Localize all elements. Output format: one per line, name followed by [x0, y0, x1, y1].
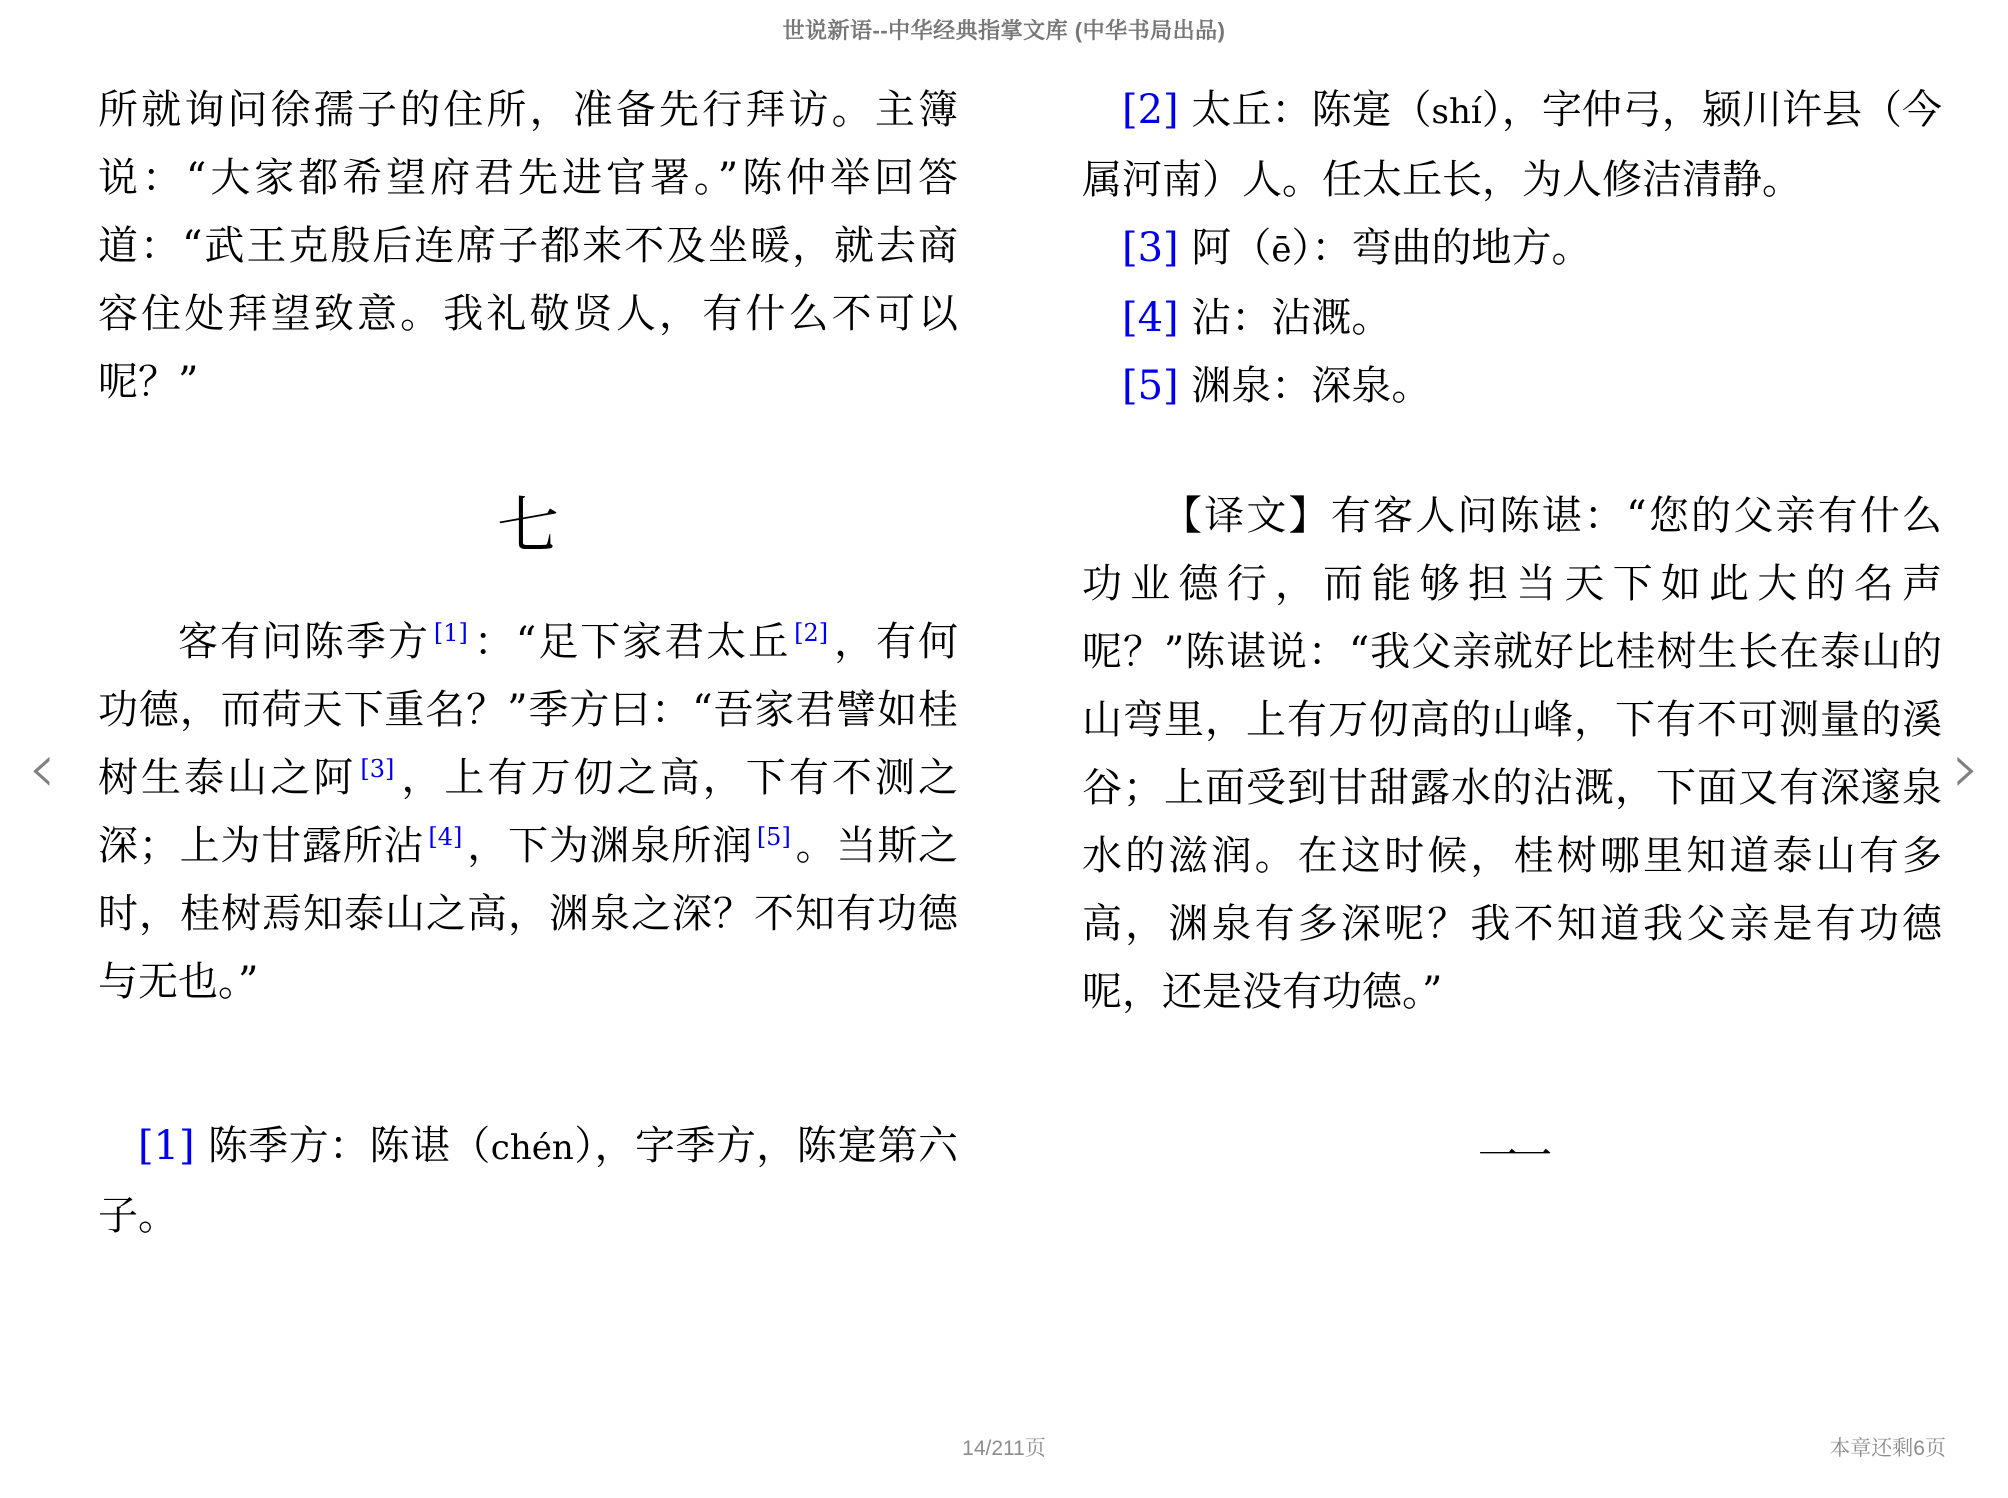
footnote-2-head: 太丘：: [1191, 87, 1312, 133]
footnote-3-pinyin: ē: [1271, 230, 1292, 270]
spacer: [1082, 1026, 1942, 1122]
spacer: [98, 1016, 958, 1112]
footnote-tag-1[interactable]: [1]: [138, 1123, 195, 1169]
translation-label: 【译文】: [1162, 493, 1331, 539]
footnote-ref-4[interactable]: [4]: [428, 822, 463, 851]
footnote-ref-5[interactable]: [5]: [756, 822, 791, 851]
classic-text-segment-3: ，有何功德，而荷天下重名？”季方曰：“吾家君譬如桂树生泰山之阿: [98, 619, 959, 801]
footnote-entry-4: [1082, 284, 1942, 352]
footnote-3-body: ）：弯曲的地方。: [1291, 225, 1592, 271]
translation-text: 有客人问陈谌：“您的父亲有什么功业德行，而能够担当天下如此大的名声呢？”陈谌说：“我父亲就好比桂树生长在泰山的山弯里，上有万仞高的山峰，下有不可测量的溪谷；上面受到甘甜露水的沾溉，下面又有深邃泉水的滋润。在这时候，桂树哪里知道泰山有多高，渊泉有多深呢？我不知道我父亲是有功德呢，还是没有功德。”: [1082, 493, 1943, 1015]
page-content: [0, 76, 2008, 1396]
footnote-1-head: 陈季方：: [207, 1123, 370, 1169]
footnote-3-head: 阿（: [1191, 225, 1272, 271]
page-indicator: 14/211页: [962, 1437, 1046, 1460]
footnote-ref-2[interactable]: [2]: [794, 618, 829, 647]
footnote-ref-3[interactable]: [3]: [360, 754, 395, 783]
spacer: [98, 574, 958, 608]
footnote-2-body-b: ），字仲弓，颍川许县（今属河南）人。任太丘长，为人修洁清静。: [1082, 87, 1943, 203]
page-header: [0, 0, 2008, 58]
book-title: 世说新语--中华经典指掌文库 (中华书局出品): [782, 17, 1226, 43]
continued-paragraph: 所就询问徐孺子的住所，准备先行拜访。主簿说：“大家都希望府君先进官署。”陈仲举回答道：“武王克殷后连席子都来不及坐暖，就去商容住处拜望致意。我礼敬贤人，有什么不可以呢？”: [98, 87, 958, 405]
classic-text-segment-4: ，上有万仞之高，下有不测之深；上为甘露所沾: [98, 755, 959, 869]
classic-text-segment-1: 客有问陈季方: [178, 619, 430, 665]
next-page-arrow-icon[interactable]: ›: [1952, 727, 1980, 809]
footnote-2-body-a: 陈寔（: [1311, 87, 1432, 133]
footnote-entry-1: [98, 1112, 958, 1250]
footnote-1-body-b: ），字季方，陈寔第六子。: [98, 1123, 959, 1239]
footnote-tag-5[interactable]: [5]: [1122, 363, 1179, 409]
footnote-entry-3: [1082, 214, 1942, 284]
footnote-1-body-a: 陈谌（: [369, 1123, 491, 1169]
footnote-ref-1[interactable]: [1]: [433, 618, 468, 647]
section-number-heading: 七: [496, 489, 559, 562]
footnote-2-pinyin: shí: [1431, 92, 1482, 132]
classic-text-segment-2: ：“足下家君太丘: [471, 619, 791, 665]
footnote-entry-5: [1082, 352, 1942, 420]
left-column: [98, 76, 958, 1396]
footnote-tag-4[interactable]: [4]: [1122, 295, 1179, 341]
footnote-tag-2[interactable]: [2]: [1122, 87, 1179, 133]
footnote-5-text: 渊泉：深泉。: [1191, 363, 1432, 409]
footnote-4-text: 沾：沾溉。: [1191, 295, 1392, 341]
footnote-1-pinyin: chén: [490, 1128, 574, 1168]
spacer: [98, 416, 958, 478]
section-end-ornament: 一一: [1478, 1133, 1546, 1179]
classical-text-paragraph: [98, 608, 958, 1016]
classic-text-segment-5: ，下为渊泉所润: [466, 823, 753, 869]
spacer: [1082, 420, 1942, 482]
previous-page-arrow-icon[interactable]: ‹: [28, 727, 56, 809]
chapter-remaining-indicator: 本章还剩6页: [1829, 1437, 1946, 1460]
classic-text-segment-6: 。当斯之时，桂树焉知泰山之高，渊泉之深？不知有功德与无也。”: [98, 823, 959, 1005]
page-footer: [0, 1432, 2008, 1472]
footnote-tag-3[interactable]: [3]: [1122, 225, 1179, 271]
translation-paragraph: [1082, 482, 1942, 1026]
footnote-entry-2: [1082, 76, 1942, 214]
right-column: [1082, 76, 1942, 1396]
